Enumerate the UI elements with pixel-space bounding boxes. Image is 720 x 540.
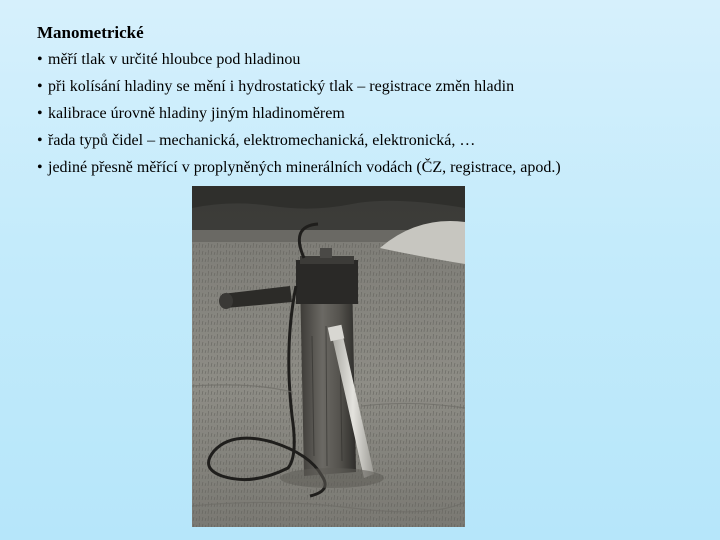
bullet-text: při kolísání hladiny se mění i hydrostatický tlak – registrace změn hladin: [48, 78, 515, 95]
bullet-item: [37, 158, 561, 178]
slide-title: Manometrické: [37, 23, 144, 42]
bullet-item: [37, 50, 561, 70]
bullet-text: řada typů čidel – mechanická, elektromechanická, elektronická, …: [48, 132, 476, 149]
bullet-marker: •: [37, 159, 43, 176]
bullet-text: měří tlak v určité hloubce pod hladinou: [48, 51, 301, 68]
bullet-item: [37, 77, 561, 97]
bullet-marker: •: [37, 132, 43, 149]
bullet-item: [37, 104, 561, 124]
bullet-marker: •: [37, 51, 43, 68]
bullet-marker: •: [37, 105, 43, 122]
bullet-item: [37, 131, 561, 151]
bullet-text: kalibrace úrovně hladiny jiným hladinoměrem: [48, 105, 345, 122]
bullet-marker: •: [37, 78, 43, 95]
bullet-list: [37, 50, 561, 185]
field-photo: [192, 186, 465, 527]
bullet-text: jediné přesně měřící v proplyněných minerálních vodách (ČZ, registrace, apod.): [48, 159, 561, 176]
